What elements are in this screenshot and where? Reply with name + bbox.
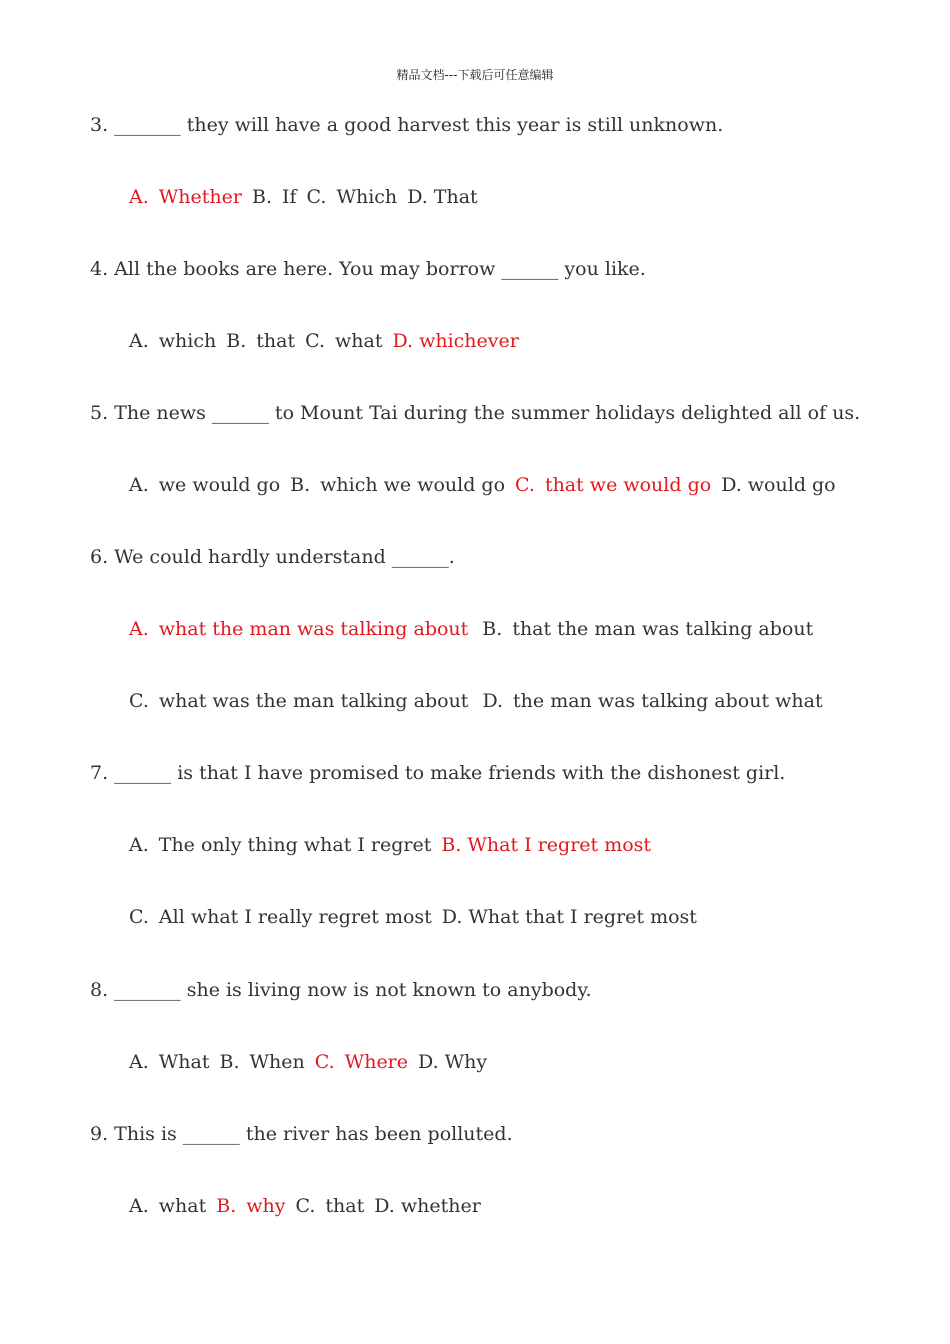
option-d-text: Why (444, 1051, 488, 1073)
option-b-text-answer: why (246, 1195, 286, 1217)
question-7-options-row-2 (129, 905, 697, 929)
option-a-text: What (158, 1051, 210, 1073)
option-d-text: would go (747, 474, 836, 496)
option-a-text: we would go (158, 474, 281, 496)
option-a-label: A. (129, 186, 149, 208)
option-a-label: A. (129, 1051, 149, 1073)
option-c-text-answer: that we would go (544, 474, 712, 496)
option-d-label: D. (407, 186, 428, 208)
option-d-label: D. (441, 906, 463, 928)
option-a-text-answer: Whether (158, 186, 242, 208)
question-9-options (129, 1194, 481, 1218)
option-a-text: what (158, 1195, 207, 1217)
question-4-stem: 4. All the books are here. You may borrow ______ you like. (90, 258, 646, 280)
option-b-text: When (249, 1051, 305, 1073)
page-header-note: 精品文档---下载后可任意编辑 (396, 68, 554, 82)
option-c-text: what was the man talking about (158, 690, 469, 712)
option-c-text: that (325, 1195, 365, 1217)
option-c-label: C. (314, 1051, 335, 1073)
question-9-stem: 9. This is ______ the river has been polluted. (90, 1123, 513, 1145)
option-b-label: B. (226, 330, 247, 352)
option-b-label: B. (441, 834, 462, 856)
option-b-label: B. (251, 186, 272, 208)
option-d-label: D. (418, 1051, 439, 1073)
option-d-label: D. (392, 330, 414, 352)
option-d-text: whether (400, 1195, 481, 1217)
option-a-label: A. (129, 1195, 149, 1217)
option-d-label: D. (374, 1195, 395, 1217)
option-a-label: A. (129, 330, 149, 352)
option-c-label: C. (515, 474, 535, 496)
option-a-text: which (158, 330, 217, 352)
question-5-options (129, 473, 836, 497)
option-c-text: Which (336, 186, 398, 208)
option-c-text-answer: Where (344, 1051, 409, 1073)
option-a-text: The only thing what I regret (158, 834, 432, 856)
question-7-stem: 7. ______ is that I have promised to make friends with the dishonest girl. (90, 762, 786, 784)
question-4-options (129, 329, 519, 353)
option-b-text: which we would go (320, 474, 506, 496)
option-b-text: If (282, 186, 297, 208)
option-c-label: C. (306, 186, 327, 208)
option-d-text-answer: whichever (419, 330, 519, 352)
option-d-label: D. (482, 690, 504, 712)
question-6-options-row-1 (129, 617, 813, 641)
option-c-label: C. (295, 1195, 316, 1217)
option-b-text-answer: What I regret most (467, 834, 652, 856)
question-8-stem: 8. _______ she is living now is not known to anybody. (90, 979, 592, 1001)
option-b-text: that (256, 330, 296, 352)
question-5-stem: 5. The news ______ to Mount Tai during the summer holidays delighted all of us. (90, 402, 861, 424)
option-b-text: that the man was talking about (512, 618, 814, 640)
option-d-text: the man was talking about what (513, 690, 823, 712)
option-b-label: B. (216, 1195, 237, 1217)
option-b-label: B. (219, 1051, 240, 1073)
option-a-label: A. (129, 834, 149, 856)
option-c-label: C. (305, 330, 325, 352)
option-d-label: D. (721, 474, 742, 496)
question-6-options-row-2 (129, 689, 823, 713)
option-b-label: B. (290, 474, 311, 496)
option-c-text: what (335, 330, 383, 352)
option-a-label: A. (129, 618, 149, 640)
option-a-label: A. (129, 474, 149, 496)
option-d-text: That (433, 186, 478, 208)
option-d-text: What that I regret most (468, 906, 697, 928)
question-6-stem: 6. We could hardly understand ______. (90, 546, 455, 568)
question-3-stem: 3. _______ they will have a good harvest this year is still unknown. (90, 114, 724, 136)
option-b-label: B. (482, 618, 503, 640)
question-8-options (129, 1050, 487, 1074)
option-c-text: All what I really regret most (158, 906, 432, 928)
option-a-text-answer: what the man was talking about (158, 618, 469, 640)
option-c-label: C. (129, 690, 149, 712)
option-c-label: C. (129, 906, 149, 928)
question-7-options-row-1 (129, 833, 651, 857)
question-3-options (129, 185, 478, 209)
